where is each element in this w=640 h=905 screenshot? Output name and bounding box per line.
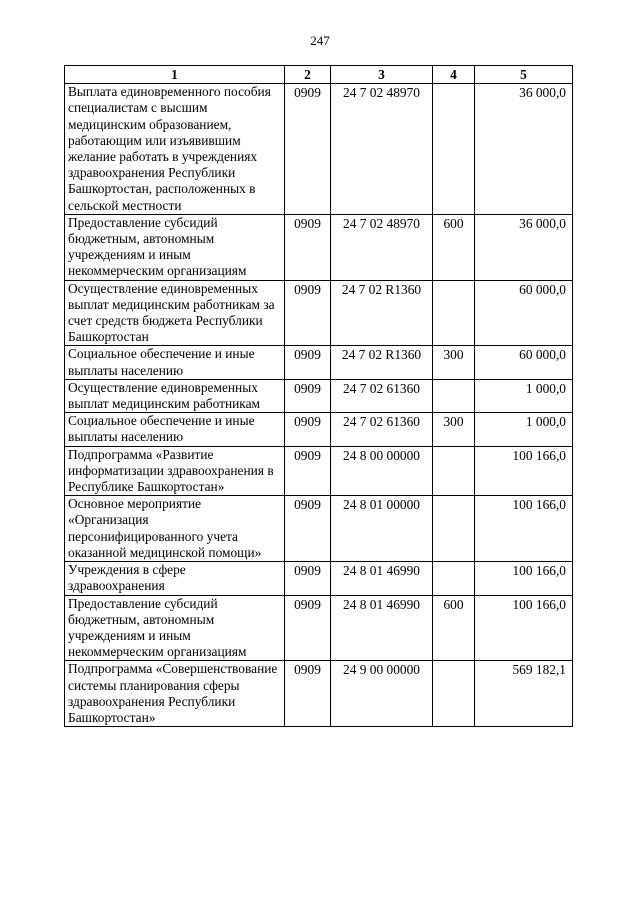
- table-row: [65, 346, 573, 379]
- row-section: 0909: [285, 446, 331, 496]
- table-row: [65, 562, 573, 595]
- row-name: Предоставление субсидий бюджетным, автономным учреждениям и иным некоммерческим организациям: [65, 595, 285, 661]
- table-row: [65, 379, 573, 412]
- table-row: [65, 413, 573, 446]
- col-header-amount: 5: [475, 66, 573, 84]
- row-amount: 36 000,0: [475, 84, 573, 215]
- row-name: Осуществление единовременных выплат медицинским работникам: [65, 379, 285, 412]
- row-amount: 100 166,0: [475, 595, 573, 661]
- col-header-type: 4: [433, 66, 475, 84]
- row-code: 24 7 02 48970: [331, 84, 433, 215]
- row-section: 0909: [285, 595, 331, 661]
- row-section: 0909: [285, 280, 331, 346]
- row-code: 24 7 02 48970: [331, 214, 433, 280]
- row-code: 24 7 02 61360: [331, 413, 433, 446]
- row-name: Основное мероприятие «Организация персонифицированного учета оказанной медицинской помощи»: [65, 496, 285, 562]
- row-code: 24 8 01 46990: [331, 562, 433, 595]
- row-type: 600: [433, 214, 475, 280]
- table-row: [65, 84, 573, 215]
- row-section: 0909: [285, 661, 331, 727]
- table-row: [65, 595, 573, 661]
- row-type: 600: [433, 595, 475, 661]
- row-name: Социальное обеспечение и иные выплаты населению: [65, 413, 285, 446]
- row-type: 300: [433, 413, 475, 446]
- row-amount: 36 000,0: [475, 214, 573, 280]
- row-amount: 1 000,0: [475, 413, 573, 446]
- row-name: Подпрограмма «Развитие информатизации здравоохранения в Республике Башкортостан»: [65, 446, 285, 496]
- row-section: 0909: [285, 346, 331, 379]
- row-section: 0909: [285, 84, 331, 215]
- row-amount: 569 182,1: [475, 661, 573, 727]
- col-header-section: 2: [285, 66, 331, 84]
- table-row: [65, 661, 573, 727]
- row-type: [433, 84, 475, 215]
- row-code: 24 7 02 61360: [331, 379, 433, 412]
- row-name: Социальное обеспечение и иные выплаты населению: [65, 346, 285, 379]
- row-amount: 60 000,0: [475, 346, 573, 379]
- page-number: 247: [310, 33, 330, 48]
- table-row: [65, 446, 573, 496]
- row-name: Выплата единовременного пособия специалистам с высшим медицинским образованием, работающим или изъявившим желание работать в учреждениях здравоохранения Республики Башкортостан, расположенных в сельской местности: [65, 84, 285, 215]
- row-code: 24 8 01 46990: [331, 595, 433, 661]
- row-code: 24 7 02 R1360: [331, 346, 433, 379]
- row-section: 0909: [285, 413, 331, 446]
- row-name: Предоставление субсидий бюджетным, автономным учреждениям и иным некоммерческим организациям: [65, 214, 285, 280]
- row-section: 0909: [285, 496, 331, 562]
- row-section: 0909: [285, 562, 331, 595]
- col-header-name: 1: [65, 66, 285, 84]
- row-type: 300: [433, 346, 475, 379]
- row-type: [433, 280, 475, 346]
- budget-table: [64, 65, 573, 727]
- row-type: [433, 446, 475, 496]
- row-name: Осуществление единовременных выплат медицинским работникам за счет средств бюджета Республики Башкортостан: [65, 280, 285, 346]
- row-type: [433, 496, 475, 562]
- row-amount: 100 166,0: [475, 562, 573, 595]
- table-row: [65, 496, 573, 562]
- table-row: [65, 280, 573, 346]
- header-row: [65, 66, 573, 84]
- row-amount: 60 000,0: [475, 280, 573, 346]
- row-amount: 100 166,0: [475, 496, 573, 562]
- row-type: [433, 379, 475, 412]
- row-name: Учреждения в сфере здравоохранения: [65, 562, 285, 595]
- row-type: [433, 562, 475, 595]
- col-header-code: 3: [331, 66, 433, 84]
- row-code: 24 8 00 00000: [331, 446, 433, 496]
- row-section: 0909: [285, 214, 331, 280]
- row-code: 24 9 00 00000: [331, 661, 433, 727]
- row-amount: 100 166,0: [475, 446, 573, 496]
- row-name: Подпрограмма «Совершенствование системы планирования сферы здравоохранения Республики Башкортостан»: [65, 661, 285, 727]
- row-code: 24 8 01 00000: [331, 496, 433, 562]
- row-type: [433, 661, 475, 727]
- row-section: 0909: [285, 379, 331, 412]
- row-amount: 1 000,0: [475, 379, 573, 412]
- table-row: [65, 214, 573, 280]
- row-code: 24 7 02 R1360: [331, 280, 433, 346]
